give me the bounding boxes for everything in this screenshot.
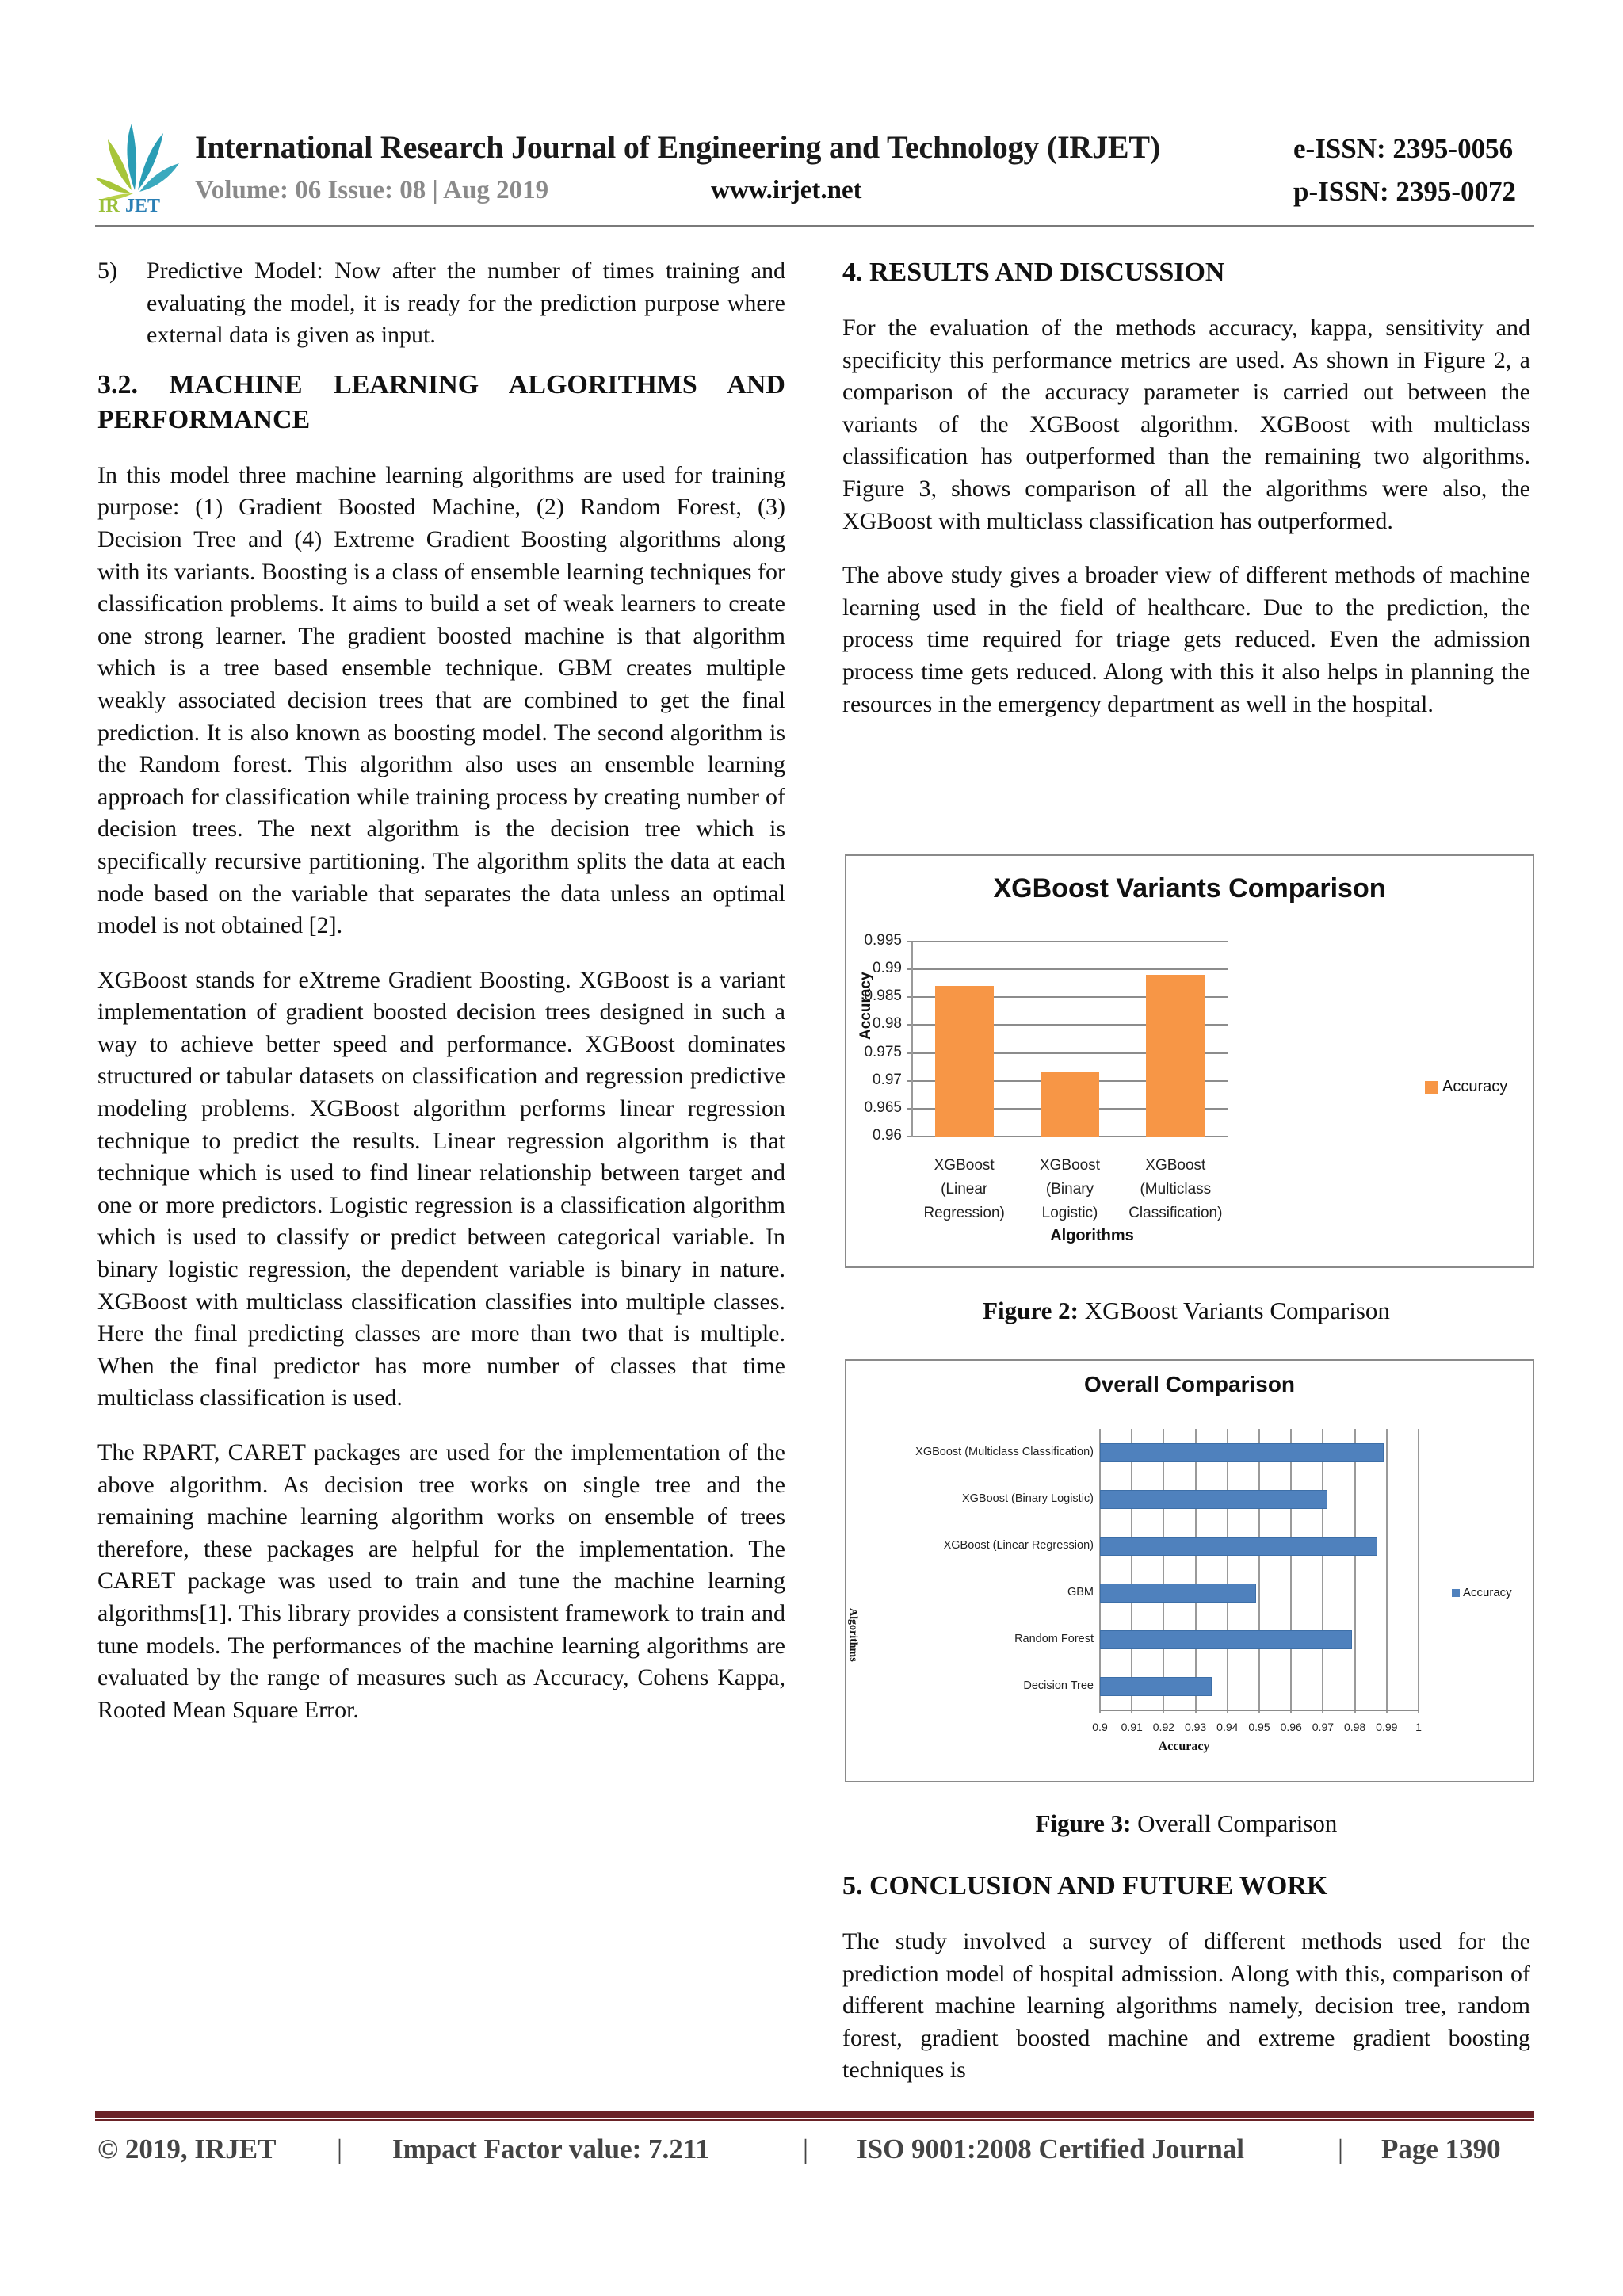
chart2-y-label: Algorithms xyxy=(847,1608,859,1662)
chart1-y-tick: 0.975 xyxy=(864,1043,902,1060)
chart2-gridline xyxy=(1195,1429,1197,1713)
figure-3-chart xyxy=(845,1359,1534,1782)
chart2-x-tick: 1 xyxy=(1415,1721,1422,1733)
chart2-title: Overall Comparison xyxy=(1083,1372,1296,1396)
chart2-x-tick: 0.9 xyxy=(1092,1721,1108,1733)
section-heading-5: 5. CONCLUSION AND FUTURE WORK xyxy=(842,1871,1328,1901)
chart2-gridline xyxy=(1131,1429,1132,1713)
journal-website-link[interactable]: www.irjet.net xyxy=(711,176,862,204)
footer-separator: | xyxy=(1338,2134,1344,2164)
paragraph-conclusion: The study involved a survey of different methods used for the prediction model of hospital admission. Along with this, comparison of different machine learning algorithms namely, decision tree, random forest, gradient boosted machine and extreme gradient boosting techniques is xyxy=(842,1928,1530,2084)
chart2-bar xyxy=(1100,1677,1212,1696)
legend-swatch-orange xyxy=(1425,1081,1438,1094)
chart2-gridline xyxy=(1322,1429,1323,1713)
footer-certification: ISO 9001:2008 Certified Journal xyxy=(857,2134,1245,2164)
chart1-y-tick: 0.99 xyxy=(873,960,902,977)
chart1-bar xyxy=(1146,975,1205,1137)
chart2-gridline xyxy=(1418,1429,1419,1713)
chart1-x-category: XGBoost (Multiclass Classification) xyxy=(1128,1157,1223,1221)
chart1-y-tick: 0.97 xyxy=(873,1071,902,1088)
p-issn: p-ISSN: 2395-0072 xyxy=(1293,176,1517,207)
chart1-y-tick: 0.98 xyxy=(873,1015,902,1033)
chart2-gridline xyxy=(1099,1429,1101,1713)
chart2-bar xyxy=(1100,1537,1377,1556)
paragraph-algorithms: In this model three machine learning algorithms are used for training purpose: (1) Gradient Boosted Machine, (2) Random Forest, (3) Decision Tree and (4) Extreme Gradient Boosting algorithms along with its variants. Boosting is a class of ensemble learning techniques for classification problems. It aims to build a set of weak learners to create one strong learner. The gradient boosted machine is that algorithm which is a tree based ensemble technique. GBM creates multiple weakly associated decision trees that are combined to get the final prediction. It is also known as boosting model. The second algorithm is the Random forest. This algorithm also uses an ensemble learning approach for classification while training process by creating number of decision trees. The next algorithm is the decision tree which is specifically recursive partitioning. The algorithm splits the data at each node based on the variable that separates the data unless an optimal model is not obtained [2]. xyxy=(97,461,785,939)
section-heading-3-2: 3.2. MACHINE LEARNING ALGORITHMS AND PERFORMANCE xyxy=(97,369,785,434)
chart1-bar xyxy=(1041,1072,1099,1137)
chart2-gridline xyxy=(1258,1429,1260,1713)
chart2-y-category: XGBoost (Linear Regression) xyxy=(943,1538,1094,1552)
footer-page-number: Page 1390 xyxy=(1381,2134,1501,2164)
chart2-bar xyxy=(1100,1490,1327,1509)
paragraph-study: The above study gives a broader view of different methods of machine learning used in the field of healthcare. Due to the prediction, the process time required for triage gets reduced. Even the admission process time gets reduced. Along with this it also helps in planning the resources in the emergency department as well in the hospital. xyxy=(842,562,1530,717)
chart2-x-tick: 0.94 xyxy=(1216,1721,1239,1733)
chart2-y-category: GBM xyxy=(1067,1585,1094,1599)
chart2-x-tick: 0.95 xyxy=(1248,1721,1270,1733)
chart1-gridline xyxy=(907,968,1228,970)
e-issn: e-ISSN: 2395-0056 xyxy=(1293,133,1514,164)
figure-caption-text: Overall Comparison xyxy=(1131,1809,1338,1837)
chart2-x-tick: 0.91 xyxy=(1121,1721,1143,1733)
chart1-y-tick: 0.96 xyxy=(873,1127,902,1144)
chart1-y-tick: 0.995 xyxy=(864,932,902,949)
figure-label: Figure 2: xyxy=(983,1297,1079,1324)
chart2-x-tick: 0.93 xyxy=(1184,1721,1207,1733)
svg-text:JET: JET xyxy=(125,196,161,212)
paragraph-packages: The RPART, CARET packages are used for the implementation of the above algorithm. As decision tree works on single tree and the remaining machine learning algorithm works on ensemble of trees therefore, these packages are helpful for the implementation. The CARET package was used to train and tune the machine learning algorithms[1]. This library provides a consistent framework to train and tune models. The performances of the machine learning algorithms are evaluated by the range of measures such as Accuracy, Cohens Kappa, Rooted Mean Square Error. xyxy=(97,1439,785,1723)
chart2-x-tick: 0.92 xyxy=(1152,1721,1175,1733)
chart2-bar xyxy=(1100,1584,1256,1603)
chart2-y-category: XGBoost (Binary Logistic) xyxy=(961,1492,1094,1505)
chart1-x-category: XGBoost (Linear Regression) xyxy=(923,1157,1005,1221)
chart1-y-label: Accuracy xyxy=(857,972,874,1040)
paragraph-xgboost: XGBoost stands for eXtreme Gradient Boosting. XGBoost is a variant implementation of gradient boosted decision trees designed in such a way to achieve better speed and performance. XGBoost dominates structured or tabular datasets on classification and regression predictive modeling problems. XGBoost algorithm performs linear regression technique to predict the results. Linear regression algorithm is that technique which is used to find linear relationship between target and one or more predictors. Logistic regression is a classification algorithm which is used to classify or predict between categorical variable. In binary logistic regression, the dependent variable is binary in nature. XGBoost with multiclass classification classifies into multiple classes. Here the final predicting classes are more than two that is multiple. When the final predictor has more number of classes that time multiclass classification is used. xyxy=(97,966,785,1412)
figure-2-chart xyxy=(845,854,1534,1268)
right-column-bottom xyxy=(842,1869,1530,2087)
footer-copyright: © 2019, IRJET xyxy=(97,2134,277,2164)
journal-title: International Research Journal of Engineering and Technology (IRJET) xyxy=(195,129,1161,165)
footer-separator: | xyxy=(803,2134,809,2164)
chart1-y-axis xyxy=(911,942,913,1137)
right-column-top xyxy=(842,255,1530,720)
chart2-x-tick: 0.96 xyxy=(1280,1721,1302,1733)
chart2-x-tick: 0.98 xyxy=(1343,1721,1366,1733)
chart2-x-label: Accuracy xyxy=(1158,1740,1210,1753)
chart1-y-tick: 0.965 xyxy=(864,1098,902,1116)
left-column xyxy=(97,255,785,1726)
chart1-title: XGBoost Variants Comparison xyxy=(993,873,1386,904)
figure-label: Figure 3: xyxy=(1035,1809,1132,1837)
chart2-bar xyxy=(1100,1630,1352,1649)
chart1-legend-label: Accuracy xyxy=(1442,1078,1508,1095)
chart2-gridline xyxy=(1354,1429,1356,1713)
chart2-y-category: Decision Tree xyxy=(1023,1679,1094,1692)
legend-swatch-blue xyxy=(1452,1589,1460,1597)
chart2-y-category: XGBoost (Multiclass Classification) xyxy=(915,1445,1094,1458)
chart1-gridline xyxy=(907,941,1228,942)
section-heading-4: 4. RESULTS AND DISCUSSION xyxy=(842,258,1225,287)
figure-2-caption xyxy=(842,1297,1530,1325)
footer-divider-thin xyxy=(95,2119,1534,2121)
list-text: Predictive Model: Now after the number of times training and evaluating the model, it is ready for the prediction purpose where external data is given as input. xyxy=(147,258,785,349)
chart1-x-label: Algorithms xyxy=(1050,1227,1134,1244)
chart2-x-tick: 0.97 xyxy=(1312,1721,1335,1733)
chart2-gridline xyxy=(1163,1429,1164,1713)
chart1-x-category: XGBoost (Binary Logistic) xyxy=(1039,1157,1101,1221)
chart2-gridline xyxy=(1290,1429,1292,1713)
figure-caption-text: XGBoost Variants Comparison xyxy=(1078,1297,1390,1324)
leaf-logo-icon xyxy=(94,117,181,212)
list-number: 5) xyxy=(97,258,117,284)
list-item-predictive-model xyxy=(97,255,785,352)
figure-3-caption xyxy=(842,1809,1530,1838)
chart2-legend-label: Accuracy xyxy=(1463,1586,1512,1599)
svg-text:IR: IR xyxy=(98,196,120,212)
irjet-logo xyxy=(94,117,181,212)
footer-impact-factor: Impact Factor value: 7.211 xyxy=(392,2134,709,2164)
chart2-x-tick: 0.99 xyxy=(1376,1721,1398,1733)
header-divider xyxy=(95,225,1534,227)
footer-divider xyxy=(95,2111,1534,2118)
chart2-gridline xyxy=(1227,1429,1228,1713)
chart1-y-tick: 0.985 xyxy=(864,988,902,1005)
chart2-y-category: Random Forest xyxy=(1014,1632,1094,1645)
footer-separator: | xyxy=(337,2134,343,2164)
chart2-gridline xyxy=(1386,1429,1388,1713)
volume-issue: Volume: 06 Issue: 08 | Aug 2019 xyxy=(195,176,549,204)
paragraph-results: For the evaluation of the methods accuracy, kappa, sensitivity and specificity this performance metrics are used. As shown in Figure 2, a comparison of the accuracy parameter is carried out between the variants of the XGBoost algorithm. XGBoost with multiclass classification has outperformed than the remaining two algorithms. Figure 3, shows comparison of all the algorithms were also, the XGBoost with multiclass classification has outperformed. xyxy=(842,315,1530,534)
chart1-bar xyxy=(935,986,994,1137)
chart2-bar xyxy=(1100,1443,1384,1462)
chart2-x-axis xyxy=(1100,1710,1419,1711)
